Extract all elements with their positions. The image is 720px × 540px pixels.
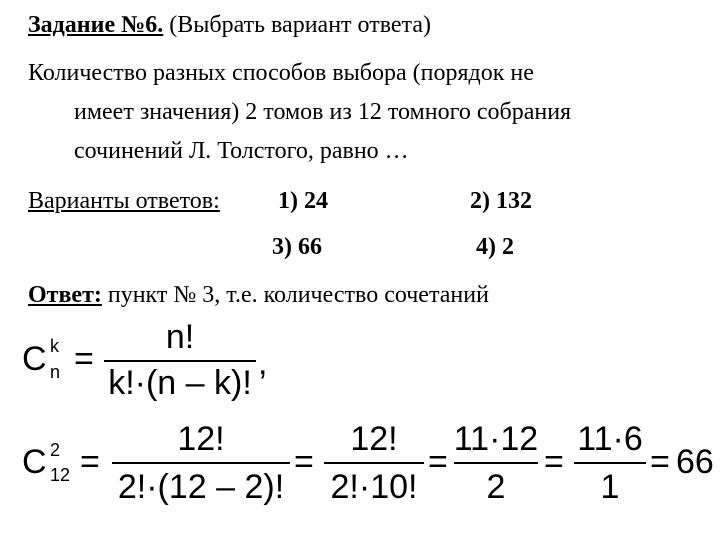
calc-f1-bar	[112, 462, 290, 464]
calc-sub: 12	[50, 465, 71, 485]
formula-C: C	[22, 340, 47, 378]
question-line-1: Количество разных способов выбора (порядок не	[28, 60, 534, 86]
calc-f1-numerator: 12!	[177, 420, 225, 458]
calc-C: C	[22, 443, 47, 481]
task-instruction: (Выбрать вариант ответа)	[169, 12, 431, 38]
answer-label: Ответ:	[28, 282, 102, 308]
options-label: Варианты ответов:	[28, 188, 220, 214]
calc-f4-numerator: 11·6	[577, 420, 643, 458]
formula-comma: ,	[258, 344, 268, 382]
formula-numerator: n!	[165, 318, 195, 356]
option-2: 2) 132	[470, 188, 532, 214]
formula-sub-n: n	[50, 362, 61, 382]
formula-equals: =	[74, 340, 94, 378]
calc-equals-2: =	[294, 443, 314, 481]
task-heading	[28, 10, 431, 40]
answer-text: пункт № 3, т.е. количество сочетаний	[107, 282, 489, 308]
option-1: 1) 24	[278, 188, 328, 214]
option-3: 3) 66	[272, 234, 322, 260]
calc-equals-3: =	[428, 443, 448, 481]
calc-equals-1: =	[80, 443, 100, 481]
question-line-2: имеет значения) 2 томов из 12 томного собрания	[74, 99, 572, 125]
task-number: Задание №6.	[28, 12, 164, 38]
calc-f2-bar	[324, 462, 424, 464]
formula-sup-k: k	[50, 336, 59, 356]
calc-f3-denominator: 2	[486, 468, 506, 506]
calc-f1-denominator: 2!·(12 – 2)!	[117, 468, 285, 506]
question-line-3: сочинений Л. Толстого, равно …	[74, 138, 409, 164]
calc-f3-numerator: 11·12	[453, 420, 539, 458]
calc-equals-4: =	[544, 443, 564, 481]
calc-f4-denominator: 1	[600, 468, 620, 506]
calc-result: 66	[676, 443, 714, 481]
calc-equals-5: =	[650, 443, 670, 481]
formula-denominator: k!·(n – k)!	[108, 364, 252, 402]
calc-sup: 2	[50, 440, 61, 460]
calc-f2-numerator: 12!	[350, 420, 398, 458]
calc-f2-denominator: 2!·10!	[330, 468, 418, 506]
calc-f4-bar	[574, 462, 646, 464]
option-4: 4) 2	[476, 234, 514, 260]
answer-line	[28, 280, 489, 310]
fraction-bar	[104, 360, 256, 362]
calc-f3-bar	[454, 462, 538, 464]
